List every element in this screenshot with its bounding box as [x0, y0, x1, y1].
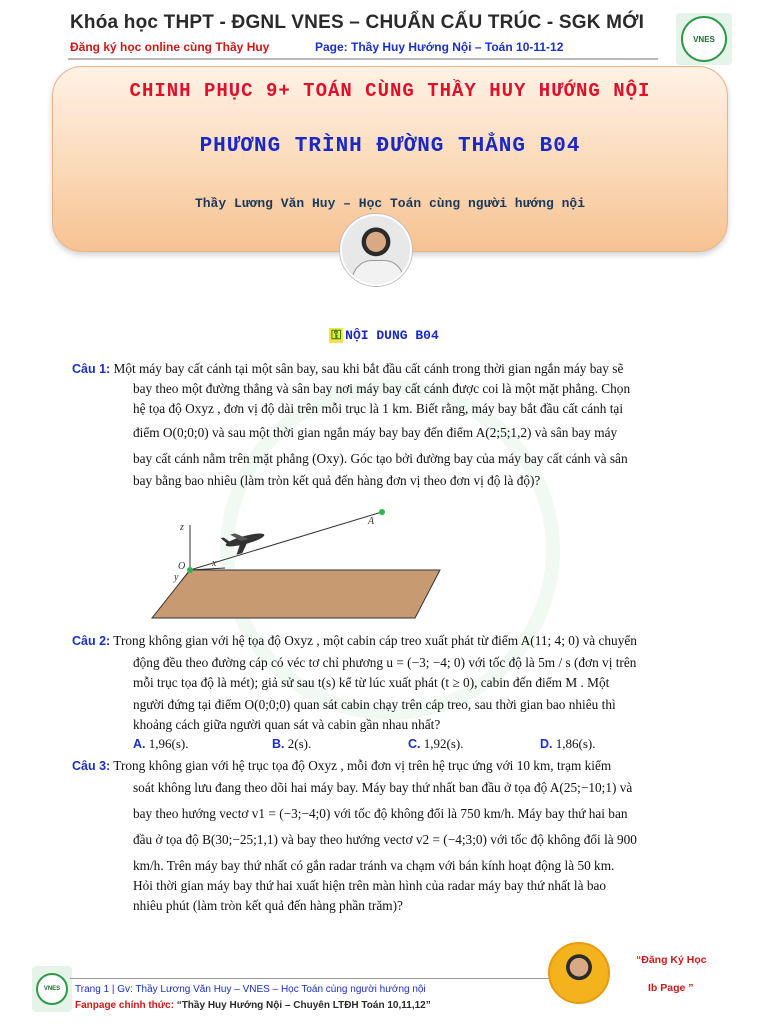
- question-label: Câu 2:: [72, 634, 111, 648]
- airplane-figure: [140, 500, 470, 625]
- answer-c[interactable]: [408, 736, 463, 752]
- answer-value: 2(s).: [287, 736, 312, 751]
- airport-plane: [152, 570, 440, 618]
- answer-value: 1,96(s).: [148, 736, 189, 751]
- banner-course-title: CHINH PHỤC 9+ TOÁN CÙNG THẦY HUY HƯỚNG NỘI: [129, 80, 651, 102]
- question-line: [72, 756, 694, 776]
- answer-label: D.: [540, 737, 553, 751]
- question-line: soát không lưu đang theo dõi hai máy bay. Máy bay thứ nhất ban đầu ở tọa độ A(25;−10;1) và: [133, 780, 633, 795]
- question-line: hệ tọa độ Oxyz , đơn vị độ dài trên mỗi trục là 1 km. Biết rằng, máy bay bắt đầu cất cánh tại: [133, 401, 624, 416]
- vnes-logo-icon: [681, 16, 727, 62]
- question-text: Trong không gian với hệ tọa độ Oxyz , một cabin cáp treo xuất phát từ điểm A(11; 4; 0) và chuyển: [113, 633, 637, 648]
- question-line: đầu ở tọa độ B(30;−25;1,1) và bay theo hướng vectơ v2 = (−4;3;0) với tốc độ không đổi là 900: [133, 832, 637, 847]
- header-logo: [676, 13, 732, 65]
- question-text: Trong không gian với hệ trục tọa độ Oxyz , mỗi đơn vị trên hệ trục ứng với 10 km, trạm kiểm: [113, 758, 612, 773]
- answer-a[interactable]: [133, 736, 188, 752]
- logo-text: VNES: [693, 34, 715, 44]
- fanpage-value: “Thầy Huy Hướng Nội – Chuyên LTĐH Toán 10,11,12”: [176, 1000, 431, 1011]
- section-title: NỘI DUNG B04: [345, 328, 439, 343]
- origin-point: [187, 567, 193, 573]
- header-divider: [68, 58, 658, 60]
- question-line: động đều theo đường cáp có véc tơ chỉ phương u = (−3; −4; 0) với tốc độ là 5m / s (đơn vị trên: [133, 655, 637, 670]
- section-heading: [0, 328, 768, 343]
- axis-label-z: z: [180, 522, 184, 533]
- airplane-icon: [220, 526, 267, 557]
- answer-d[interactable]: [540, 736, 595, 752]
- axis-label-y: y: [174, 572, 179, 583]
- point-a-label: A: [368, 516, 375, 527]
- header-page-link[interactable]: Page: Thầy Huy Hướng Nội – Toán 10-11-12: [315, 40, 564, 54]
- question-line: [72, 359, 694, 379]
- banner-lesson-title: PHƯƠNG TRÌNH ĐƯỜNG THẲNG B04: [199, 135, 581, 158]
- fanpage-label: Fanpage chính thức:: [75, 1000, 174, 1011]
- footer-divider: [70, 978, 568, 979]
- question-line: Hỏi thời gian máy bay thứ hai xuất hiện trên màn hình của radar máy bay thứ nhất là bao: [133, 878, 607, 893]
- flight-path: [190, 512, 382, 570]
- answer-b[interactable]: [272, 736, 311, 752]
- footer-fanpage[interactable]: [75, 1000, 431, 1011]
- promo-ib-page-text[interactable]: Ib Page ”: [648, 982, 694, 994]
- vnes-logo-icon: [36, 973, 68, 1005]
- question-label: Câu 3:: [72, 759, 111, 773]
- question-line: bay theo hướng vectơ v1 = (−3;−4;0) với tốc độ không đổi là 750 km/h. Máy bay thứ hai ban: [133, 806, 628, 821]
- key-icon: ⚿: [331, 328, 342, 343]
- question-line: mỗi trục tọa độ là mét); giả sử sau t(s) kể từ lúc xuất phát (t ≥ 0), cabin đến điểm M . Một: [133, 675, 610, 690]
- logo-text: VNES: [43, 986, 61, 992]
- origin-label: O: [178, 561, 186, 572]
- answer-value: 1,92(s).: [423, 736, 464, 751]
- question-line: bay bằng bao nhiêu (làm tròn kết quả đến hàng đơn vị theo đơn vị độ là độ)?: [133, 473, 541, 488]
- answer-label: C.: [408, 737, 421, 751]
- question-line: bay cất cánh nằm trên mặt phẳng (Oxy). Góc tạo bởi đường bay của máy bay cất cánh và sân: [133, 451, 628, 466]
- answer-label: B.: [272, 737, 285, 751]
- question-text: Một máy bay cất cánh tại một sân bay, sau khi bắt đầu cất cánh trong thời gian ngắn máy bay sẽ: [113, 361, 624, 376]
- question-label: Câu 1:: [72, 362, 111, 376]
- question-line: điểm O(0;0;0) và sau một thời gian ngắn máy bay bay đến điểm A(2;5;1,2) và sân bay máy: [133, 425, 618, 440]
- question-1: [72, 359, 694, 491]
- promo-avatar[interactable]: [548, 942, 610, 1004]
- question-line: [72, 631, 694, 651]
- header-register-link[interactable]: Đăng ký học online cùng Thầy Huy: [70, 40, 270, 54]
- banner-teacher: Thầy Lương Văn Huy – Học Toán cùng người hướng nội: [194, 196, 586, 211]
- teacher-avatar: [340, 214, 412, 286]
- question-2: [72, 631, 694, 735]
- question-3: [72, 756, 694, 916]
- answer-value: 1,86(s).: [555, 736, 596, 751]
- promo-register-text[interactable]: “Đăng Ký Học: [636, 954, 707, 966]
- axis-label-x: x: [212, 558, 217, 569]
- question-line: bay theo một đường thẳng và sân bay nơi máy bay cất cánh được coi là một mặt phẳng. Chọn: [133, 381, 631, 396]
- footer-page-info: Trang 1 | Gv: Thầy Lương Văn Huy – VNES – Học Toán cùng người hướng nội: [75, 984, 426, 995]
- header-title: Khóa học THPT - ĐGNL VNES – CHUẨN CẤU TRÚC - SGK MỚI: [70, 12, 645, 33]
- question-line: khoảng cách giữa người quan sát và cabin gần nhau nhất?: [133, 717, 441, 732]
- footer-logo: [32, 966, 72, 1012]
- answer-label: A.: [133, 737, 146, 751]
- question-line: nhiêu phút (làm tròn kết quả đến hàng phần trăm)?: [133, 898, 403, 913]
- question-line: người đứng tại điểm O(0;0;0) quan sát cabin chạy trên cáp treo, sau thời gian bao nhiêu thì: [133, 697, 616, 712]
- avatar-shirt: [352, 260, 404, 286]
- question-line: km/h. Trên máy bay thứ nhất có gắn radar tránh va chạm với bán kính hoạt động là 50 km.: [133, 858, 615, 873]
- point-a: [379, 509, 385, 515]
